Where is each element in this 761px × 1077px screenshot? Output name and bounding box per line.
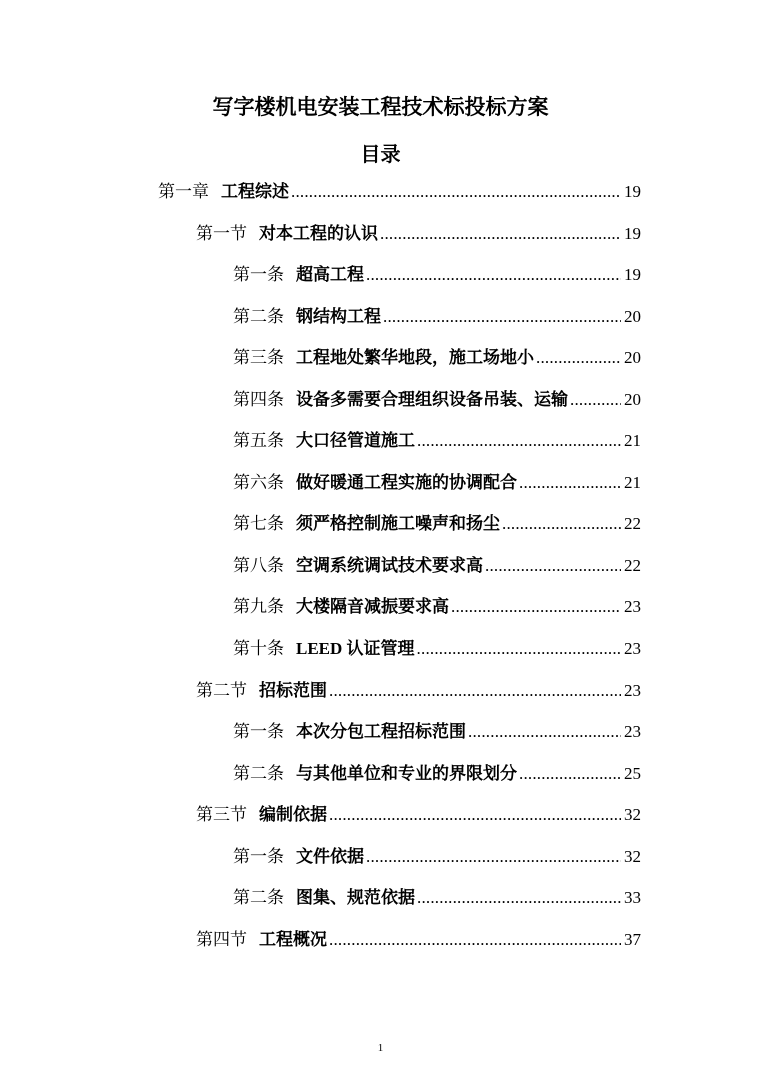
toc-entry-title: 图集、规范依据 <box>296 888 415 908</box>
toc-entry-title: 本次分包工程招标范围 <box>296 722 466 742</box>
toc-entry-section[interactable] <box>196 794 641 836</box>
toc-leader-dots <box>485 545 621 587</box>
toc-leader-dots <box>383 296 621 338</box>
toc-entry-label: 第一条 <box>233 722 284 742</box>
toc-leader-dots <box>417 628 621 670</box>
toc-entry-title: 文件依据 <box>296 846 364 866</box>
toc-entry-title: 工程地处繁华地段，施工场地小 <box>296 348 534 368</box>
toc-entry-title: 大楼隔音减振要求高 <box>296 597 449 617</box>
toc-leader-dots <box>366 254 621 296</box>
toc-entry-title: 编制依据 <box>259 805 327 825</box>
toc-entry-label: 第一条 <box>233 846 284 866</box>
toc-entry-page-number: 23 <box>624 639 641 659</box>
toc-entry-article[interactable] <box>233 628 641 670</box>
toc-leader-dots <box>519 753 621 795</box>
toc-entry-title: 大口径管道施工 <box>296 431 415 451</box>
toc-leader-dots <box>519 462 621 504</box>
toc-entry-section[interactable] <box>196 213 641 255</box>
toc-heading: 目录 <box>360 144 401 166</box>
toc-entry-title: 对本工程的认识 <box>259 223 378 243</box>
toc-leader-dots <box>329 670 621 712</box>
toc-entry-label: 第四节 <box>196 929 247 949</box>
toc-entry-label: 第二节 <box>196 680 247 700</box>
toc-entry-article[interactable] <box>233 711 641 753</box>
toc-entry-article[interactable] <box>233 753 641 795</box>
toc-entry-label: 第一条 <box>233 265 284 285</box>
toc-leader-dots <box>502 503 621 545</box>
toc-entry-page-number: 32 <box>624 846 641 866</box>
toc-entry-article[interactable] <box>233 379 641 421</box>
toc-entry-label: 第二条 <box>233 306 284 326</box>
toc-entry-title: 工程综述 <box>221 182 289 201</box>
toc-entry-page-number: 37 <box>624 929 641 949</box>
toc-entry-page-number: 32 <box>624 805 641 825</box>
toc-entry-chapter[interactable] <box>158 171 641 213</box>
table-of-contents <box>0 171 761 960</box>
toc-leader-dots <box>291 171 621 213</box>
document-title: 写字楼机电安装工程技术标投标方案 <box>212 96 549 119</box>
toc-entry-page-number: 23 <box>624 680 641 700</box>
toc-entry-label: 第一节 <box>196 223 247 243</box>
toc-entry-page-number: 22 <box>624 514 641 534</box>
toc-entry-label: 第四条 <box>233 389 284 409</box>
toc-entry-page-number: 19 <box>624 223 641 243</box>
toc-entry-article[interactable] <box>233 254 641 296</box>
toc-entry-label: 第一章 <box>158 182 209 201</box>
toc-entry-page-number: 23 <box>624 722 641 742</box>
toc-entry-page-number: 20 <box>624 348 641 368</box>
toc-entry-label: 第二条 <box>233 763 284 783</box>
toc-entry-title: 与其他单位和专业的界限划分 <box>296 763 517 783</box>
toc-entry-section[interactable] <box>196 670 641 712</box>
toc-leader-dots <box>329 794 621 836</box>
toc-entry-title: 超高工程 <box>296 265 364 285</box>
toc-entry-title: 招标范围 <box>259 680 327 700</box>
toc-leader-dots <box>468 711 621 753</box>
toc-entry-section[interactable] <box>196 919 641 961</box>
toc-leader-dots <box>380 213 621 255</box>
toc-leader-dots <box>329 919 621 961</box>
toc-entry-article[interactable] <box>233 586 641 628</box>
toc-entry-page-number: 21 <box>624 472 641 492</box>
toc-entry-title: 空调系统调试技术要求高 <box>296 555 483 575</box>
toc-entry-label: 第三节 <box>196 805 247 825</box>
toc-entry-article[interactable] <box>233 545 641 587</box>
toc-entry-title: LEED 认证管理 <box>296 639 415 659</box>
toc-leader-dots <box>417 877 621 919</box>
toc-leader-dots <box>536 337 621 379</box>
toc-entry-article[interactable] <box>233 877 641 919</box>
toc-entry-label: 第六条 <box>233 472 284 492</box>
toc-entry-label: 第三条 <box>233 348 284 368</box>
toc-entry-page-number: 19 <box>624 265 641 285</box>
toc-entry-page-number: 25 <box>624 763 641 783</box>
toc-entry-label: 第十条 <box>233 639 284 659</box>
toc-entry-title: 工程概况 <box>259 929 327 949</box>
toc-entry-title: 做好暖通工程实施的协调配合 <box>296 472 517 492</box>
toc-entry-page-number: 33 <box>624 888 641 908</box>
toc-entry-article[interactable] <box>233 337 641 379</box>
toc-entry-page-number: 22 <box>624 555 641 575</box>
toc-entry-article[interactable] <box>233 462 641 504</box>
toc-entry-title: 须严格控制施工噪声和扬尘 <box>296 514 500 534</box>
toc-entry-label: 第八条 <box>233 555 284 575</box>
toc-entry-article[interactable] <box>233 420 641 462</box>
toc-entry-page-number: 23 <box>624 597 641 617</box>
toc-entry-label: 第五条 <box>233 431 284 451</box>
toc-entry-label: 第七条 <box>233 514 284 534</box>
toc-entry-title: 钢结构工程 <box>296 306 381 326</box>
toc-leader-dots <box>570 379 621 421</box>
toc-entry-label: 第二条 <box>233 888 284 908</box>
toc-leader-dots <box>451 586 621 628</box>
toc-leader-dots <box>417 420 621 462</box>
toc-entry-page-number: 21 <box>624 431 641 451</box>
toc-entry-article[interactable] <box>233 296 641 338</box>
toc-leader-dots <box>366 836 621 878</box>
toc-entry-page-number: 20 <box>624 306 641 326</box>
page-number: 1 <box>377 1042 384 1054</box>
toc-entry-article[interactable] <box>233 836 641 878</box>
toc-entry-page-number: 19 <box>624 182 641 201</box>
toc-entry-page-number: 20 <box>624 389 641 409</box>
toc-entry-label: 第九条 <box>233 597 284 617</box>
toc-entry-article[interactable] <box>233 503 641 545</box>
toc-entry-title: 设备多需要合理组织设备吊装、运输 <box>296 389 568 409</box>
